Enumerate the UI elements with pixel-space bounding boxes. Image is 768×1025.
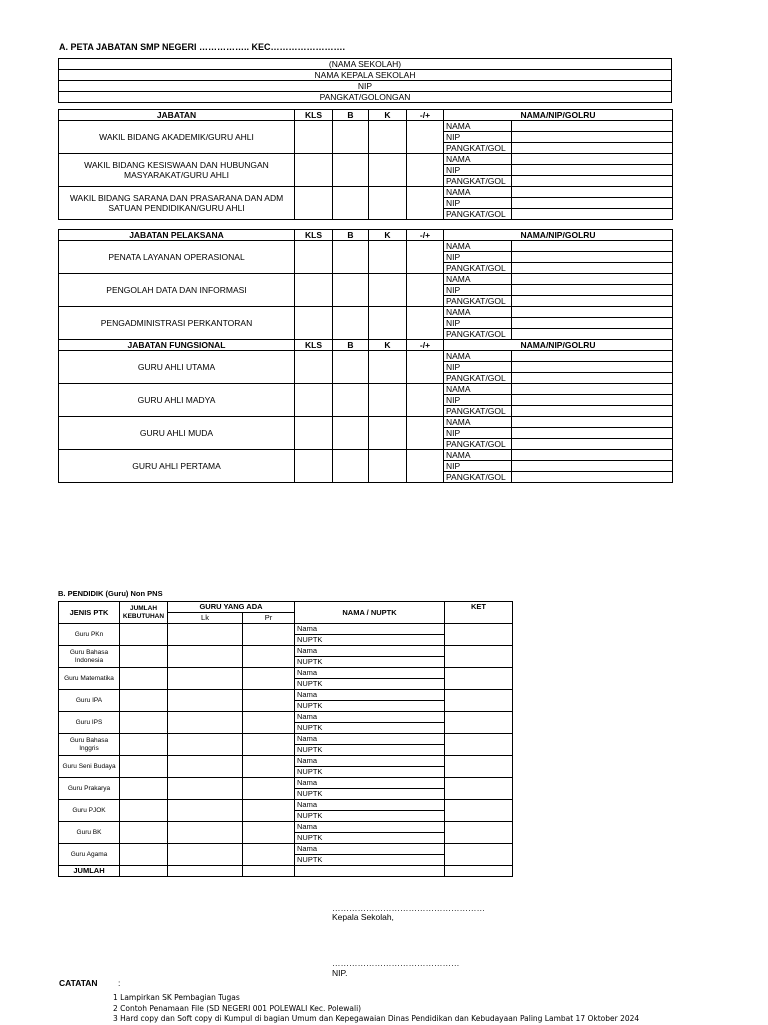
- field-nip: NIP: [444, 461, 512, 472]
- school-info-cell: (NAMA SEKOLAH): [59, 59, 672, 70]
- field-pangkat: PANGKAT/GOL: [444, 406, 512, 417]
- cell-kls: [295, 384, 333, 417]
- cell-k: [369, 241, 407, 274]
- total-lk: [168, 866, 243, 877]
- position-row: [59, 450, 673, 461]
- field-nuptk: NUPTK: [295, 679, 445, 690]
- cell-plus-minus: [407, 417, 444, 450]
- cell-jumlah: [120, 800, 168, 822]
- cell-lk: [168, 668, 243, 690]
- field-nama: NAMA: [444, 274, 512, 285]
- field-nama: Nama: [295, 756, 445, 767]
- jabatan-header: [59, 110, 673, 121]
- header-nama-nip-golru: NAMA/NIP/GOLRU: [444, 340, 673, 351]
- fungsional-header: [59, 340, 673, 351]
- cell-pr: [243, 646, 295, 668]
- field-nuptk: NUPTK: [295, 855, 445, 866]
- cell-plus-minus: [407, 121, 444, 154]
- pelaksana-header: [59, 230, 673, 241]
- position-row: [59, 154, 673, 165]
- cell-k: [369, 307, 407, 340]
- cell-b: [333, 384, 369, 417]
- cell-pr: [243, 756, 295, 778]
- value-nama: [512, 351, 673, 362]
- cell-lk: [168, 756, 243, 778]
- school-info-cell: NIP: [59, 81, 672, 92]
- header-title: JABATAN FUNGSIONAL: [59, 340, 295, 351]
- cell-lk: [168, 690, 243, 712]
- cell-jumlah: [120, 778, 168, 800]
- value-pangkat: [512, 406, 673, 417]
- cell-kls: [295, 351, 333, 384]
- total-ket: [445, 866, 513, 877]
- cell-jumlah: [120, 822, 168, 844]
- position-row: [59, 384, 673, 395]
- cell-pr: [243, 844, 295, 866]
- cell-lk: [168, 624, 243, 646]
- header-k: K: [369, 230, 407, 241]
- value-pangkat: [512, 209, 673, 220]
- field-nama: Nama: [295, 712, 445, 723]
- teacher-row: [59, 712, 513, 723]
- cell-ket: [445, 712, 513, 734]
- field-nama: NAMA: [444, 241, 512, 252]
- header-kls: KLS: [295, 230, 333, 241]
- field-nip: NIP: [444, 428, 512, 439]
- cell-plus-minus: [407, 351, 444, 384]
- cell-b: [333, 307, 369, 340]
- cell-kls: [295, 121, 333, 154]
- cell-b: [333, 351, 369, 384]
- cell-ket: [445, 646, 513, 668]
- field-nuptk: NUPTK: [295, 745, 445, 756]
- cell-pr: [243, 778, 295, 800]
- position-name: PENATA LAYANAN OPERASIONAL: [59, 241, 295, 274]
- field-nip: NIP: [444, 165, 512, 176]
- value-nip: [512, 252, 673, 263]
- teacher-type: Guru PJOK: [59, 800, 120, 822]
- header-b: B: [333, 230, 369, 241]
- value-pangkat: [512, 176, 673, 187]
- value-nip: [512, 428, 673, 439]
- header-kls: KLS: [295, 340, 333, 351]
- value-pangkat: [512, 263, 673, 274]
- field-nip: NIP: [444, 198, 512, 209]
- cell-kls: [295, 241, 333, 274]
- cell-lk: [168, 712, 243, 734]
- cell-b: [333, 274, 369, 307]
- position-name: PENGOLAH DATA DAN INFORMASI: [59, 274, 295, 307]
- teacher-type: Guru IPA: [59, 690, 120, 712]
- field-nuptk: NUPTK: [295, 789, 445, 800]
- position-row: [59, 121, 673, 132]
- field-pangkat: PANGKAT/GOL: [444, 209, 512, 220]
- cell-plus-minus: [407, 154, 444, 187]
- cell-k: [369, 121, 407, 154]
- teacher-type: Guru BK: [59, 822, 120, 844]
- value-nip: [512, 318, 673, 329]
- school-info-row: [59, 59, 672, 70]
- cell-ket: [445, 624, 513, 646]
- value-pangkat: [512, 472, 673, 483]
- cell-plus-minus: [407, 274, 444, 307]
- teacher-type: Guru Bahasa Indonesia: [59, 646, 120, 668]
- header-ket: KET: [445, 602, 513, 624]
- value-nip: [512, 461, 673, 472]
- header-b: B: [333, 110, 369, 121]
- teacher-type: Guru Seni Budaya: [59, 756, 120, 778]
- cell-pr: [243, 668, 295, 690]
- school-info-cell: PANGKAT/GOLONGAN: [59, 92, 672, 103]
- field-nip: NIP: [444, 132, 512, 143]
- position-name: WAKIL BIDANG SARANA DAN PRASARANA DAN ADM SATUAN PENDIDIKAN/GURU AHLI: [59, 187, 295, 220]
- cell-jumlah: [120, 646, 168, 668]
- teacher-type: Guru Bahasa Inggris: [59, 734, 120, 756]
- position-name: GURU AHLI PERTAMA: [59, 450, 295, 483]
- teacher-row: [59, 690, 513, 701]
- cell-k: [369, 187, 407, 220]
- catatan-label: CATATAN: [59, 978, 98, 988]
- value-nama: [512, 450, 673, 461]
- header-plus-minus: -/+: [407, 110, 444, 121]
- cell-jumlah: [120, 734, 168, 756]
- header-kls: KLS: [295, 110, 333, 121]
- value-nama: [512, 274, 673, 285]
- header-jumlah-kebutuhan: JUMLAH KEBUTUHAN: [120, 602, 168, 624]
- value-nip: [512, 165, 673, 176]
- cell-plus-minus: [407, 384, 444, 417]
- field-nip: NIP: [444, 318, 512, 329]
- cell-pr: [243, 690, 295, 712]
- value-pangkat: [512, 439, 673, 450]
- position-row: [59, 307, 673, 318]
- value-nip: [512, 395, 673, 406]
- field-pangkat: PANGKAT/GOL: [444, 329, 512, 340]
- teacher-type: Guru Matematika: [59, 668, 120, 690]
- field-pangkat: PANGKAT/GOL: [444, 296, 512, 307]
- position-name: WAKIL BIDANG KESISWAAN DAN HUBUNGAN MASYARAKAT/GURU AHLI: [59, 154, 295, 187]
- cell-jumlah: [120, 668, 168, 690]
- header-k: K: [369, 340, 407, 351]
- cell-pr: [243, 624, 295, 646]
- cell-k: [369, 384, 407, 417]
- field-nama: Nama: [295, 668, 445, 679]
- position-row: [59, 187, 673, 198]
- field-nama: Nama: [295, 800, 445, 811]
- catatan-item: 1 Lampirkan SK Pembagian Tugas: [113, 993, 240, 1002]
- cell-lk: [168, 844, 243, 866]
- catatan-list: [113, 993, 639, 1025]
- cell-b: [333, 187, 369, 220]
- section-b-title: B. PENDIDIK (Guru) Non PNS: [58, 589, 163, 598]
- teacher-type: Guru IPS: [59, 712, 120, 734]
- field-nama: Nama: [295, 646, 445, 657]
- cell-b: [333, 121, 369, 154]
- teacher-row: [59, 822, 513, 833]
- field-nama: NAMA: [444, 307, 512, 318]
- field-nuptk: NUPTK: [295, 767, 445, 778]
- cell-ket: [445, 734, 513, 756]
- teacher-row: [59, 778, 513, 789]
- cell-ket: [445, 690, 513, 712]
- field-nuptk: NUPTK: [295, 635, 445, 646]
- field-nuptk: NUPTK: [295, 701, 445, 712]
- cell-k: [369, 351, 407, 384]
- position-name: WAKIL BIDANG AKADEMIK/GURU AHLI: [59, 121, 295, 154]
- cell-k: [369, 417, 407, 450]
- cell-kls: [295, 417, 333, 450]
- field-nip: NIP: [444, 362, 512, 373]
- position-row: [59, 274, 673, 285]
- header-b: B: [333, 340, 369, 351]
- value-nip: [512, 362, 673, 373]
- header-jenis-ptk: JENIS PTK: [59, 602, 120, 624]
- header-plus-minus: -/+: [407, 340, 444, 351]
- cell-ket: [445, 844, 513, 866]
- field-nama: NAMA: [444, 154, 512, 165]
- cell-pr: [243, 800, 295, 822]
- teacher-row: [59, 668, 513, 679]
- header-lk: Lk: [168, 613, 243, 624]
- field-nuptk: NUPTK: [295, 723, 445, 734]
- cell-kls: [295, 187, 333, 220]
- position-name: GURU AHLI UTAMA: [59, 351, 295, 384]
- cell-pr: [243, 734, 295, 756]
- header-guru-yang-ada: GURU YANG ADA: [168, 602, 295, 613]
- value-nip: [512, 198, 673, 209]
- field-nip: NIP: [444, 285, 512, 296]
- cell-jumlah: [120, 624, 168, 646]
- value-nama: [512, 187, 673, 198]
- cell-lk: [168, 778, 243, 800]
- value-pangkat: [512, 373, 673, 384]
- cell-jumlah: [120, 690, 168, 712]
- value-pangkat: [512, 143, 673, 154]
- cell-ket: [445, 668, 513, 690]
- field-nama: Nama: [295, 822, 445, 833]
- cell-lk: [168, 800, 243, 822]
- value-pangkat: [512, 296, 673, 307]
- field-nuptk: NUPTK: [295, 657, 445, 668]
- teacher-row: [59, 800, 513, 811]
- cell-plus-minus: [407, 187, 444, 220]
- field-nama: Nama: [295, 778, 445, 789]
- field-nama: NAMA: [444, 121, 512, 132]
- cell-plus-minus: [407, 241, 444, 274]
- cell-kls: [295, 274, 333, 307]
- school-info-row: [59, 81, 672, 92]
- signature-nip-line: ………………………………………: [332, 958, 460, 968]
- value-nama: [512, 417, 673, 428]
- teacher-row: [59, 646, 513, 657]
- header-title: JABATAN: [59, 110, 295, 121]
- position-row: [59, 417, 673, 428]
- field-nama: NAMA: [444, 351, 512, 362]
- signature-date-line: ………………………………………………: [332, 903, 485, 913]
- field-nama: Nama: [295, 734, 445, 745]
- school-info-row: [59, 70, 672, 81]
- signature-nip: NIP.: [332, 968, 348, 978]
- position-name: GURU AHLI MADYA: [59, 384, 295, 417]
- value-nama: [512, 154, 673, 165]
- cell-b: [333, 450, 369, 483]
- teacher-type: Guru Agama: [59, 844, 120, 866]
- cell-lk: [168, 734, 243, 756]
- field-pangkat: PANGKAT/GOL: [444, 373, 512, 384]
- cell-plus-minus: [407, 307, 444, 340]
- section-a-title: A. PETA JABATAN SMP NEGERI …………….. KEC…………………….: [59, 42, 346, 52]
- cell-b: [333, 154, 369, 187]
- cell-lk: [168, 822, 243, 844]
- position-name: PENGADMINISTRASI PERKANTORAN: [59, 307, 295, 340]
- cell-pr: [243, 822, 295, 844]
- total-pr: [243, 866, 295, 877]
- cell-jumlah: [120, 756, 168, 778]
- header-nama-nuptk: NAMA / NUPTK: [295, 602, 445, 624]
- total-nama: [295, 866, 445, 877]
- cell-k: [369, 450, 407, 483]
- cell-ket: [445, 822, 513, 844]
- cell-lk: [168, 646, 243, 668]
- field-pangkat: PANGKAT/GOL: [444, 263, 512, 274]
- cell-k: [369, 274, 407, 307]
- teacher-row: [59, 844, 513, 855]
- field-pangkat: PANGKAT/GOL: [444, 439, 512, 450]
- header-title: JABATAN PELAKSANA: [59, 230, 295, 241]
- header-nama-nip-golru: NAMA/NIP/GOLRU: [444, 230, 673, 241]
- field-pangkat: PANGKAT/GOL: [444, 472, 512, 483]
- catatan-colon: :: [118, 978, 121, 988]
- cell-jumlah: [120, 712, 168, 734]
- value-nip: [512, 132, 673, 143]
- cell-ket: [445, 756, 513, 778]
- field-nama: NAMA: [444, 450, 512, 461]
- school-info-table: [58, 58, 672, 103]
- position-name: GURU AHLI MUDA: [59, 417, 295, 450]
- cell-jumlah: [120, 844, 168, 866]
- position-row: [59, 241, 673, 252]
- cell-kls: [295, 307, 333, 340]
- header-pr: Pr: [243, 613, 295, 624]
- field-pangkat: PANGKAT/GOL: [444, 143, 512, 154]
- cell-pr: [243, 712, 295, 734]
- school-info-row: [59, 92, 672, 103]
- field-nama: NAMA: [444, 187, 512, 198]
- teacher-row: [59, 734, 513, 745]
- field-nip: NIP: [444, 252, 512, 263]
- position-row: [59, 351, 673, 362]
- header-nama-nip-golru: NAMA/NIP/GOLRU: [444, 110, 673, 121]
- teacher-row: [59, 624, 513, 635]
- field-nama: NAMA: [444, 384, 512, 395]
- cell-ket: [445, 778, 513, 800]
- catatan-item: 3 Hard copy dan Soft copy di Kumpul di bagian Umum dan Kepegawaian Dinas Pendidikan dan Kebudayaan Paling Lambat 17 Oktober 2024: [113, 1014, 640, 1023]
- cell-ket: [445, 800, 513, 822]
- value-pangkat: [512, 329, 673, 340]
- non-pns-teacher-table: [58, 601, 513, 877]
- field-pangkat: PANGKAT/GOL: [444, 176, 512, 187]
- field-nip: NIP: [444, 395, 512, 406]
- value-nama: [512, 121, 673, 132]
- header-plus-minus: -/+: [407, 230, 444, 241]
- value-nama: [512, 241, 673, 252]
- cell-b: [333, 241, 369, 274]
- school-info-cell: NAMA KEPALA SEKOLAH: [59, 70, 672, 81]
- spacer-row: [59, 220, 673, 230]
- cell-plus-minus: [407, 450, 444, 483]
- total-jumlah: [120, 866, 168, 877]
- total-label: JUMLAH: [59, 866, 120, 877]
- cell-kls: [295, 450, 333, 483]
- field-nama: NAMA: [444, 417, 512, 428]
- field-nuptk: NUPTK: [295, 833, 445, 844]
- teacher-type: Guru PKn: [59, 624, 120, 646]
- catatan-item: 2 Contoh Penamaan File (SD NEGERI 001 POLEWALI Kec. Polewali): [113, 1003, 362, 1013]
- total-row: [59, 866, 513, 877]
- value-nama: [512, 384, 673, 395]
- cell-b: [333, 417, 369, 450]
- value-nip: [512, 285, 673, 296]
- teacher-type: Guru Prakarya: [59, 778, 120, 800]
- cell-k: [369, 154, 407, 187]
- field-nama: Nama: [295, 690, 445, 701]
- field-nuptk: NUPTK: [295, 811, 445, 822]
- cell-kls: [295, 154, 333, 187]
- field-nama: Nama: [295, 844, 445, 855]
- value-nama: [512, 307, 673, 318]
- teacher-row: [59, 756, 513, 767]
- header-k: K: [369, 110, 407, 121]
- signature-role: Kepala Sekolah,: [332, 912, 394, 922]
- position-map-table: [58, 109, 673, 483]
- field-nama: Nama: [295, 624, 445, 635]
